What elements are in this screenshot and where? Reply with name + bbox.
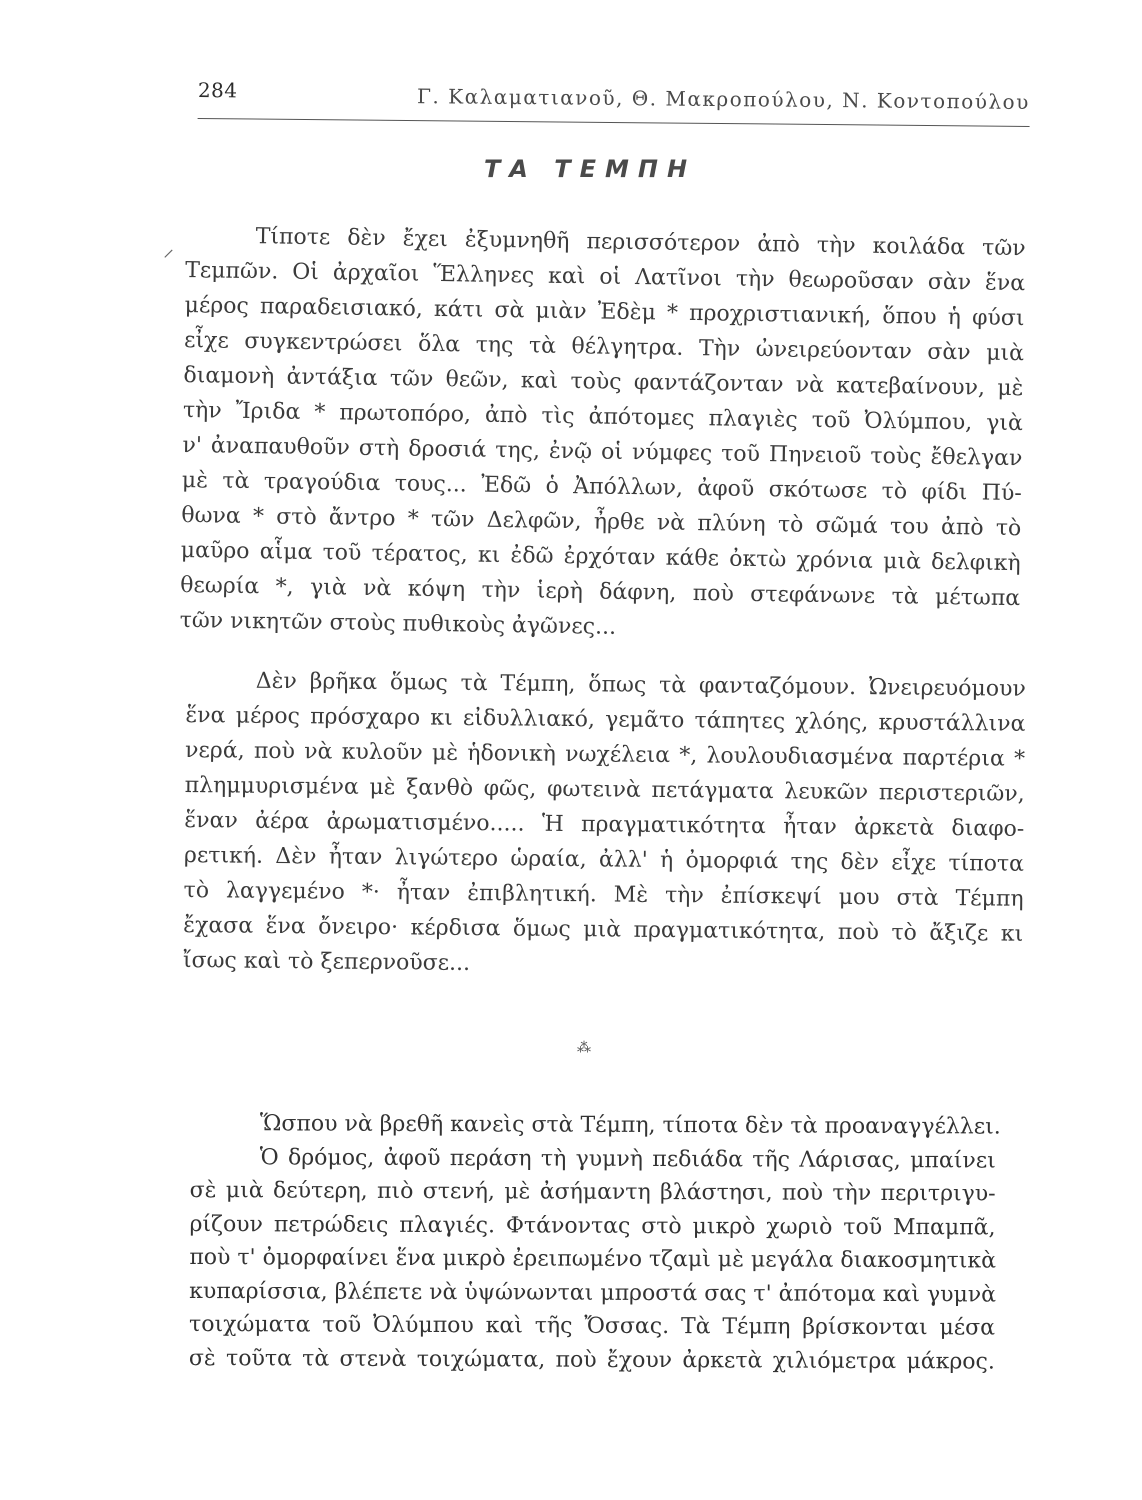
text-line: μέρος παραδεισιακό, κάτι σὰ μιὰν Ἐδὲμ * προχριστιανική, ὅπου ἡ φύσι <box>184 292 1025 332</box>
chapter-title: ΤΑ ΤΕΜΠΗ <box>483 155 697 183</box>
text-line: μαῦρο αἷμα τοῦ τέρατος, κι ἐδῶ ἐρχόταν κάθε ὀκτὼ χρόνια μιὰ δελφικὴ <box>180 537 1021 577</box>
running-head: Γ. Καλαματιανοῦ, Θ. Μακροπούλου, Ν. Κοντοπούλου <box>417 84 1030 114</box>
text-line: Τίποτε δὲν ἔχει ἐξυμνηθῆ περισσότερον ἀπὸ τὴν κοιλάδα τῶν <box>255 224 1026 262</box>
margin-mark: ⸝ <box>163 237 175 262</box>
text-line: πλημμυρισμένα μὲ ξανθὸ φῶς, φωτεινὰ πετάγματα λευκῶν περιστεριῶν, <box>184 772 1025 807</box>
text-line: τοιχώματα τοῦ Ὀλύμπου καὶ τῆς Ὄσσας. Τὰ Τέμπη βρίσκονται μέσα <box>188 1311 996 1341</box>
text-line: τὴν Ἴριδα * πρωτοπόρο, ἀπὸ τὶς ἀπότομες πλαγιὲς τοῦ Ὀλύμπου, γιὰ <box>182 397 1024 437</box>
text-line: τὸ λαγγεμένο *· ἦταν ἐπιβλητική. Μὲ τὴν ἐπίσκεψί μου στὰ Τέμπη <box>183 877 1024 912</box>
text-line: ἴσως καὶ τὸ ξεπερνοῦσε... <box>182 947 471 976</box>
text-line: ἕναν ἀέρα ἀρωματισμένο..... Ἡ πραγματικότητα ἦταν ἀρκετὰ διαφο- <box>184 807 1025 842</box>
text-line: διαμονὴ ἀντάξια τῶν θεῶν, καὶ τοὺς φαντάζονταν νὰ κατεβαίνουν, μὲ <box>183 362 1024 402</box>
text-line: ν' ἀναπαυθοῦν στὴ δροσιά της, ἐνῷ οἱ νύμφες τοῦ Πηνειοῦ τοὺς ἔθελγαν <box>182 432 1023 472</box>
page-header <box>198 78 1030 127</box>
section-separator: ⁂ <box>577 1040 589 1056</box>
text-line: Δὲν βρῆκα ὅμως τὰ Τέμπη, ὅπως τὰ φανταζόμουν. Ὠνειρευόμουν <box>255 668 1026 702</box>
text-line: σὲ μιὰ δεύτερη, πιὸ στενή, μὲ ἀσήμαντη βλάστησι, ποὺ τὴν περιτριγυ- <box>189 1177 996 1207</box>
text-line: Ὥσπου νὰ βρεθῆ κανεὶς στὰ Τέμπη, τίποτα δὲν τὰ προαναγγέλλει. <box>259 1111 1001 1140</box>
text-line: θεωρία *, γιὰ νὰ κόψη τὴν ἱερὴ δάφνη, ποὺ στεφάνωνε τὰ μέτωπα <box>180 572 1021 612</box>
text-line: εἶχε συγκεντρώσει ὅλα της τὰ θέλγητρα. Τὴν ὠνειρεύονταν σὰν μιὰ <box>183 327 1025 367</box>
text-line: Τεμπῶν. Οἱ ἀρχαῖοι Ἕλληνες καὶ οἱ Λατῖνοι τὴν θεωροῦσαν σὰν ἕνα <box>184 257 1026 297</box>
text-line: νερά, ποὺ νὰ κυλοῦν μὲ ἡδονικὴ νωχέλεια *, λουλουδιασμένα παρτέρια * <box>184 737 1026 772</box>
page-number: 284 <box>197 78 238 103</box>
text-line: τῶν νικητῶν στοὺς πυθικοὺς ἀγῶνες... <box>179 607 617 640</box>
text-line: Ὁ δρόμος, ἀφοῦ περάση τὴ γυμνὴ πεδιάδα τῆς Λάρισας, μπαίνει <box>259 1144 996 1174</box>
text-line: ἕνα μέρος πρόσχαρο κι εἰδυλλιακό, γεμᾶτο τάπητες χλόης, κρυστάλλινα <box>185 702 1026 737</box>
text-line: μὲ τὰ τραγούδια τους... Ἐδῶ ὁ Ἀπόλλων, ἀφοῦ σκότωσε τὸ φίδι Πύ- <box>181 467 1022 507</box>
text-line: ρίζουν πετρώδεις πλαγιές. Φτάνοντας στὸ μικρὸ χωριὸ τοῦ Μπαμπᾶ, <box>189 1211 996 1241</box>
paragraph-1 <box>179 218 1025 651</box>
text-line: σὲ τοῦτα τὰ στενὰ τοιχώματα, ποὺ ἔχουν ἀρκετὰ χιλιόμετρα μάκρος. <box>188 1345 995 1375</box>
paragraph-2 <box>183 663 1026 987</box>
text-line: ποὺ τ' ὀμορφαίνει ἕνα μικρὸ ἐρειπωμένο τζαμὶ μὲ μεγάλα διακοσμητικὰ <box>189 1244 997 1274</box>
text-line: ρετική. Δὲν ἦταν λιγώτερο ὡραία, ἀλλ' ἡ ὀμορφιά της δὲν εἶχε τίποτα <box>183 842 1025 877</box>
paragraph-3 <box>188 1107 1001 1379</box>
text-line: ἔχασα ἕνα ὄνειρο· κέρδισα ὅμως μιὰ πραγματικότητα, ποὺ τὸ ἄξιζε κι <box>183 912 1024 947</box>
text-line: κυπαρίσσια, βλέπετε νὰ ὑψώνωνται μπροστά σας τ' ἀπότομα καὶ γυμνὰ <box>189 1278 997 1308</box>
text-line: θωνα * στὸ ἄντρο * τῶν Δελφῶν, ἦρθε νὰ πλύνη τὸ σῶμά του ἀπὸ τὸ <box>181 502 1022 542</box>
